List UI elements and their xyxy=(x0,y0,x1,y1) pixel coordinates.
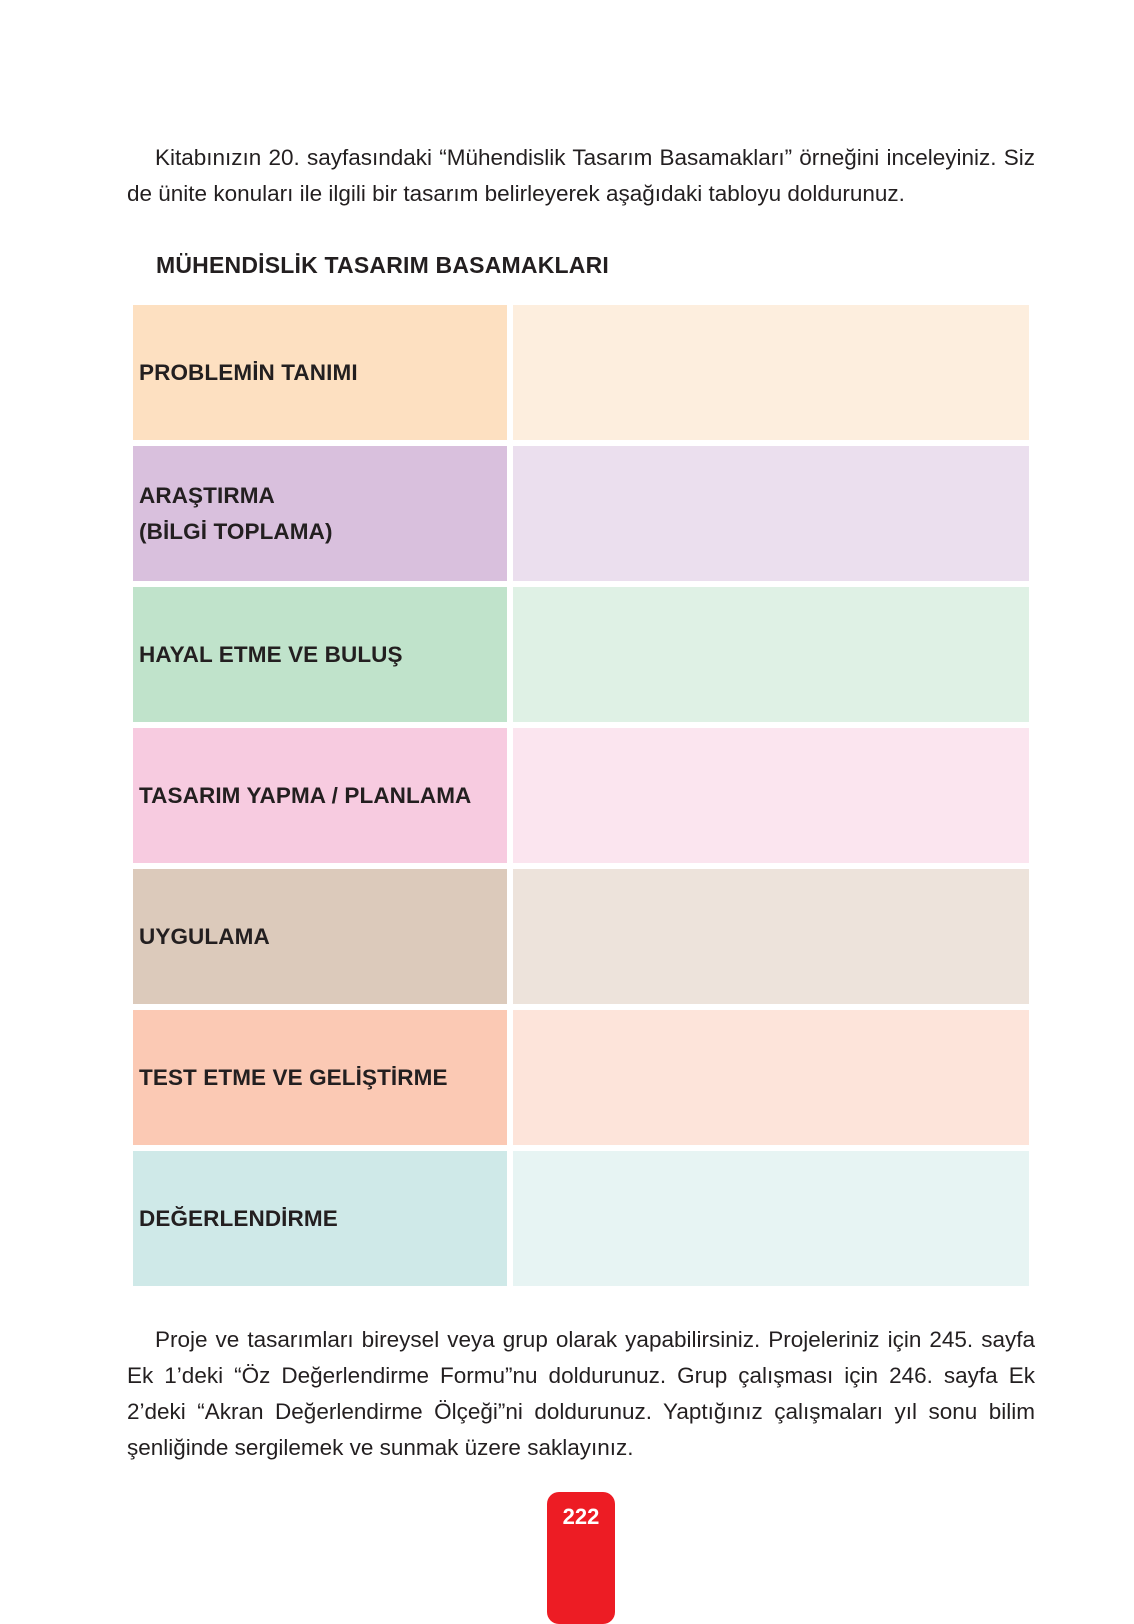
step-answer-cell[interactable] xyxy=(513,1010,1029,1145)
step-row-problem xyxy=(133,305,1029,440)
step-label-cell xyxy=(133,305,507,440)
step-row-evaluate xyxy=(133,1151,1029,1286)
step-label-cell xyxy=(133,1151,507,1286)
step-answer-cell[interactable] xyxy=(513,1151,1029,1286)
page-number-tab xyxy=(547,1492,615,1624)
step-answer-cell[interactable] xyxy=(513,305,1029,440)
step-row-test xyxy=(133,1010,1029,1145)
page-number: 222 xyxy=(562,1504,600,1529)
step-answer-cell[interactable] xyxy=(513,869,1029,1004)
step-row-plan xyxy=(133,728,1029,863)
step-label-text: TASARIM YAPMA / PLANLAMA xyxy=(139,782,472,808)
step-answer-cell[interactable] xyxy=(513,587,1029,722)
step-label-cell xyxy=(133,446,507,581)
section-title: MÜHENDİSLİK TASARIM BASAMAKLARI xyxy=(156,252,609,278)
step-label-text: DEĞERLENDİRME xyxy=(139,1205,338,1231)
step-label-text: TEST ETME VE GELİŞTİRME xyxy=(139,1064,448,1090)
step-label-text: UYGULAMA xyxy=(139,923,270,949)
step-row-apply xyxy=(133,869,1029,1004)
intro-paragraph: Kitabınızın 20. sayfasındaki “Mühendislik Tasarım Basamakları” örneğini inceleyiniz. Siz de ünite konuları ile ilgili bir tasarım belirleyerek aşağıdaki tabloyu doldurunuz. xyxy=(127,145,1035,206)
step-answer-cell[interactable] xyxy=(513,446,1029,581)
step-label-cell xyxy=(133,728,507,863)
step-label-text: ARAŞTIRMA (BİLGİ TOPLAMA) xyxy=(139,482,333,544)
step-label-text: HAYAL ETME VE BULUŞ xyxy=(139,641,403,667)
step-label-text: PROBLEMİN TANIMI xyxy=(139,359,358,385)
step-label-cell xyxy=(133,1010,507,1145)
step-label-cell xyxy=(133,587,507,722)
step-row-imagine xyxy=(133,587,1029,722)
step-row-research xyxy=(133,446,1029,581)
closing-paragraph: Proje ve tasarımları bireysel veya grup olarak yapabilirsiniz. Projeleriniz için 245. sayfa Ek 1’deki “Öz Değerlendirme Formu”nu doldurunuz. Grup çalışması için 246. sayfa Ek 2’deki “Akran Değerlendirme Ölçeği”ni doldurunuz. Yaptığınız çalışmaları yıl sonu bilim şenliğinde sergilemek ve sunmak üzere saklayınız. xyxy=(127,1327,1035,1460)
step-answer-cell[interactable] xyxy=(513,728,1029,863)
step-label-cell xyxy=(133,869,507,1004)
